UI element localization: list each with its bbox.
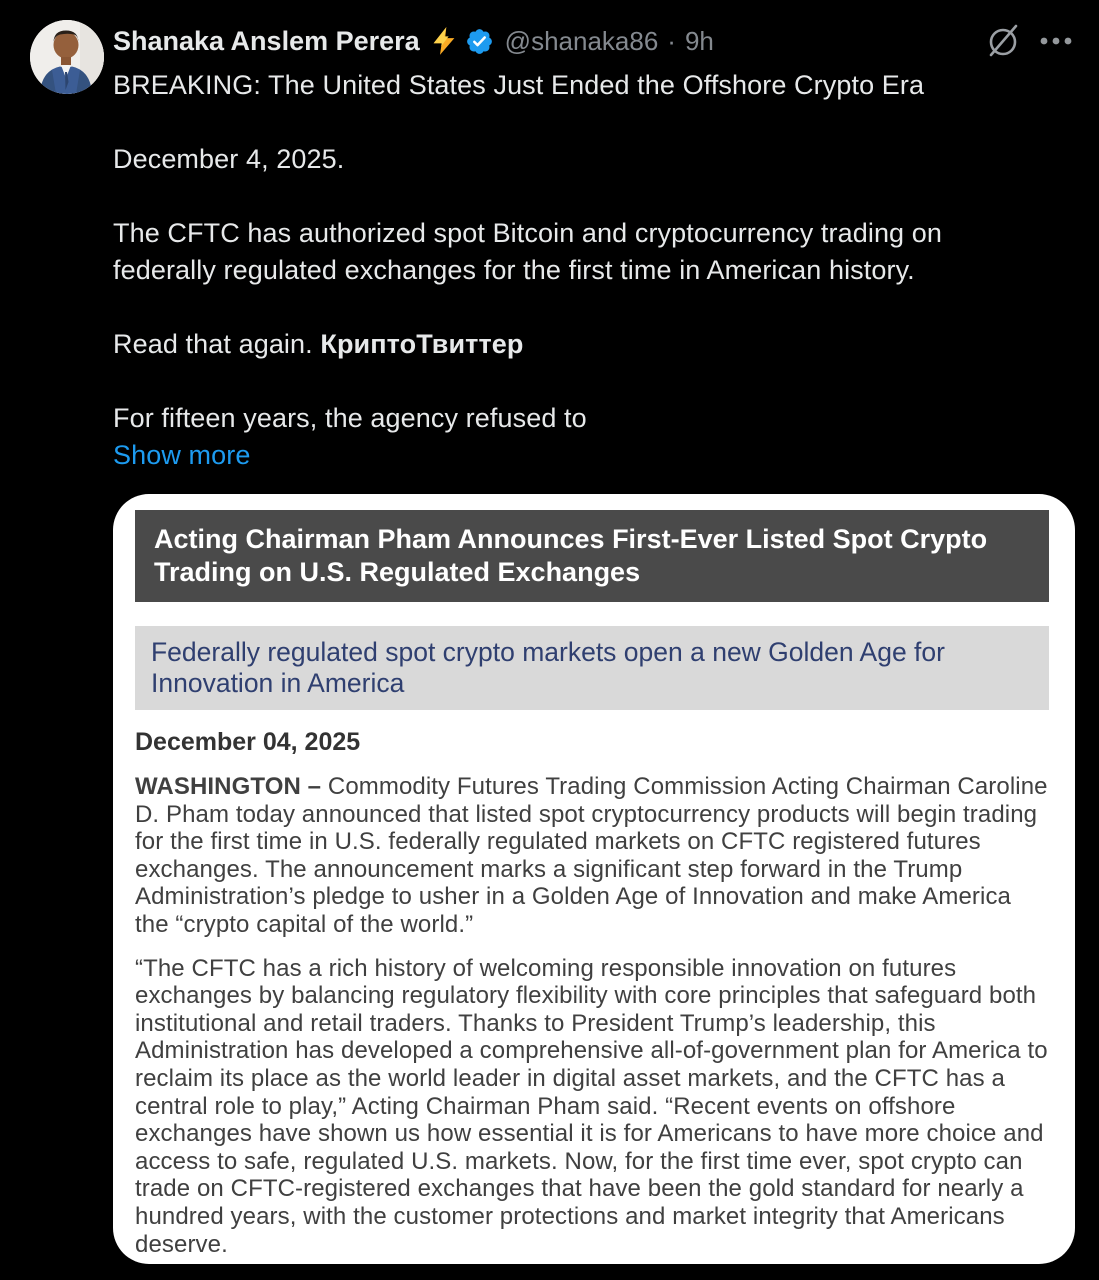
avatar-column bbox=[30, 18, 113, 1264]
grok-icon[interactable] bbox=[985, 21, 1023, 61]
press-release-date: December 04, 2025 bbox=[135, 728, 361, 756]
tweet-header-actions bbox=[985, 21, 1075, 61]
press-release-paragraph-1 bbox=[135, 773, 1049, 939]
author-handle[interactable]: @shanaka86 bbox=[504, 25, 659, 56]
read-again-text: Read that again. bbox=[113, 329, 321, 359]
crypto-twitter-bold-text: КриптоТвиттер bbox=[320, 329, 524, 359]
author-name[interactable]: Shanaka Anslem Perera bbox=[113, 25, 420, 56]
lightning-bolt-icon bbox=[430, 26, 458, 56]
press-release-card[interactable] bbox=[113, 494, 1075, 1264]
tweet-content-column bbox=[113, 18, 1075, 1264]
handle-time-separator: · bbox=[667, 25, 676, 56]
press-release-paragraph-2: “The CFTC has a rich history of welcoming responsible innovation on futures exchanges by balancing regulatory flexibility with core principles that safeguard both institutional and retail traders. Thanks to President Trump’s leadership, this Administration has developed a comprehensive all-of-government plan for America to reclaim its place as the world leader in digital asset markets, and the CFTC has a central role to play,” Acting Chairman Pham said. “Recent events on offshore exchanges have shown us how essential it is for Americans to have more choice and access to safe, regulated U.S. markets. Now, for the first time ever, spot crypto can trade on CFTC-registered exchanges that have been the gold standard for nearly a hundred years, with the customer protections and market integrity that Americans deserve. bbox=[135, 954, 1048, 1258]
more-options-icon[interactable] bbox=[1039, 36, 1073, 46]
tweet-header bbox=[113, 18, 1075, 61]
tweet-line-breaking: BREAKING: The United States Just Ended the Offshore Crypto Era bbox=[113, 70, 925, 100]
tweet-line-read-again bbox=[113, 326, 1028, 363]
timestamp[interactable]: 9h bbox=[684, 25, 714, 56]
avatar-person-image bbox=[30, 20, 104, 94]
verified-badge-icon bbox=[465, 27, 494, 56]
tweet-text bbox=[113, 67, 1075, 474]
press-release-title: Acting Chairman Pham Announces First-Ever Listed Spot Crypto Trading on U.S. Regulated Exchanges bbox=[135, 510, 1049, 602]
show-more-link[interactable]: Show more bbox=[113, 440, 251, 470]
tweet-line-date: December 4, 2025. bbox=[113, 144, 345, 174]
washington-dateline: WASHINGTON – bbox=[135, 773, 328, 800]
paragraph-1-body: Commodity Futures Trading Commission Acting Chairman Caroline D. Pham today announced that listed spot cryptocurrency products will begin trading for the first time in U.S. federally regulated markets on CFTC registered futures exchanges. The announcement marks a significant step forward in the Trump Administration’s pledge to usher in a Golden Age of Innovation and make America the “crypto capital of the world.” bbox=[135, 773, 1048, 938]
press-release-subtitle: Federally regulated spot crypto markets open a new Golden Age for Innovation in America bbox=[135, 626, 1049, 710]
tweet-line-truncated: For fifteen years, the agency refused to bbox=[113, 403, 587, 433]
avatar[interactable] bbox=[30, 20, 104, 94]
tweet-line-cftc: The CFTC has authorized spot Bitcoin and cryptocurrency trading on federally regulated exchanges for the first time in American history. bbox=[113, 218, 943, 285]
